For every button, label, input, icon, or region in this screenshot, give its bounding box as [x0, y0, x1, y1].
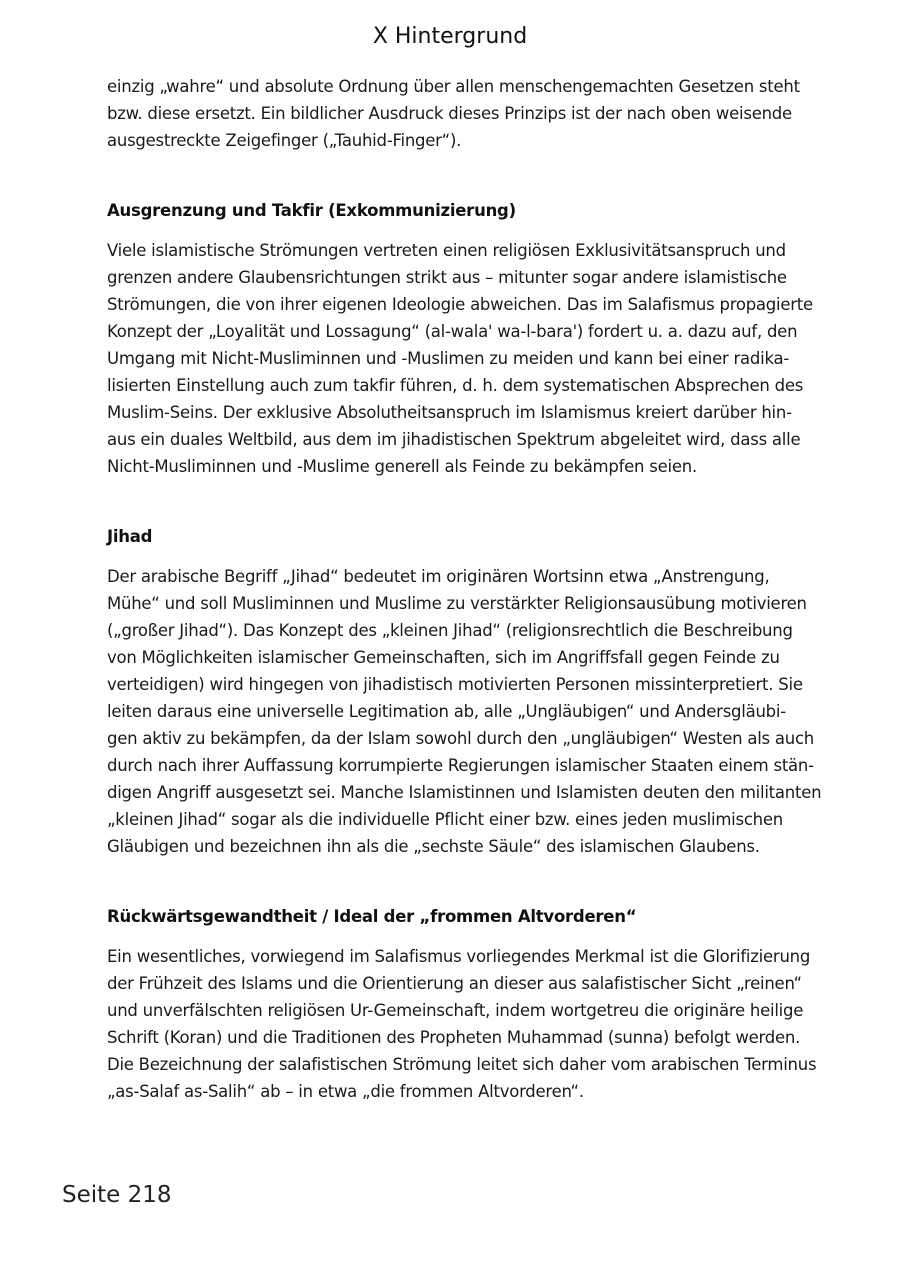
paragraph-line: verteidigen) wird hingegen von jihadistisch motivierten Personen missinterpretiert. Sie [107, 675, 803, 694]
paragraph-line: Gläubigen und bezeichnen ihn als die „sechste Säule“ des islamischen Glaubens. [107, 837, 760, 856]
paragraph-line: grenzen andere Glaubensrichtungen strikt aus – mitunter sogar andere islamistische [107, 268, 787, 287]
page-header [0, 22, 900, 52]
section-heading: Rückwärtsgewandtheit / Ideal der „frommen Altvorderen“ [107, 907, 637, 926]
section-paragraph [107, 943, 837, 1105]
paragraph-line: Strömungen, die von ihrer eigenen Ideologie abweichen. Das im Salafismus propagierte [107, 295, 813, 314]
paragraph-line: Umgang mit Nicht-Musliminnen und -Muslimen zu meiden und kann bei einer radika- [107, 349, 790, 368]
paragraph-line: Viele islamistische Strömungen vertreten einen religiösen Exklusivitätsanspruch und [107, 241, 786, 260]
page-number: Seite 218 [62, 1182, 172, 1208]
section-ausgrenzung [107, 197, 837, 480]
paragraph-line: „as-Salaf as-Salih“ ab – in etwa „die frommen Altvorderen“. [107, 1082, 584, 1101]
paragraph-line: Nicht-Musliminnen und -Muslime generell als Feinde zu bekämpfen seien. [107, 457, 697, 476]
paragraph-line: „kleinen Jihad“ sogar als die individuelle Pflicht einer bzw. eines jeden muslimischen [107, 810, 783, 829]
paragraph-line: digen Angriff ausgesetzt sei. Manche Islamistinnen und Islamisten deuten den militanten [107, 783, 822, 802]
paragraph-line: lisierten Einstellung auch zum takfir führen, d. h. dem systematischen Absprechen des [107, 376, 804, 395]
paragraph-line: Muslim-Seins. Der exklusive Absolutheitsanspruch im Islamismus kreiert darüber hin- [107, 403, 792, 422]
paragraph-line: Die Bezeichnung der salafistischen Strömung leitet sich daher vom arabischen Terminus [107, 1055, 817, 1074]
paragraph-line: und unverfälschten religiösen Ur-Gemeinschaft, indem wortgetreu die originäre heilige [107, 1001, 804, 1020]
paragraph-line: gen aktiv zu bekämpfen, da der Islam sowohl durch den „ungläubigen“ Westen als auch [107, 729, 814, 748]
paragraph-line: („großer Jihad“). Das Konzept des „kleinen Jihad“ (religionsrechtlich die Beschreibung [107, 621, 793, 640]
intro-paragraph [107, 73, 837, 154]
paragraph-line: einzig „wahre“ und absolute Ordnung über allen menschengemachten Gesetzen steht [107, 77, 800, 96]
paragraph-line: durch nach ihrer Auffassung korrumpierte Regierungen islamischer Staaten einem stän- [107, 756, 814, 775]
section-heading: Jihad [107, 527, 153, 546]
paragraph-line: Schrift (Koran) und die Traditionen des Propheten Muhammad (sunna) befolgt werden. [107, 1028, 801, 1047]
page-content [107, 73, 837, 1105]
paragraph-line: ausgestreckte Zeigefinger („Tauhid-Finger“). [107, 131, 462, 150]
chapter-title: X Hintergrund [372, 24, 528, 49]
paragraph-line: der Frühzeit des Islams und die Orientierung an dieser aus salafistischer Sicht „reinen“ [107, 974, 802, 993]
paragraph-line: aus ein duales Weltbild, aus dem im jihadistischen Spektrum abgeleitet wird, dass alle [107, 430, 801, 449]
paragraph-line: Konzept der „Loyalität und Lossagung“ (al-wala' wa-l-bara') fordert u. a. dazu auf, den [107, 322, 798, 341]
paragraph-line: leiten daraus eine universelle Legitimation ab, alle „Ungläubigen“ und Andersgläubi- [107, 702, 786, 721]
section-paragraph [107, 237, 837, 480]
section-rueckwaertsgewandtheit [107, 903, 837, 1105]
section-jihad [107, 523, 837, 860]
paragraph-line: bzw. diese ersetzt. Ein bildlicher Ausdruck dieses Prinzips ist der nach oben weisende [107, 104, 792, 123]
paragraph-line: Ein wesentliches, vorwiegend im Salafismus vorliegendes Merkmal ist die Glorifizierung [107, 947, 811, 966]
section-heading: Ausgrenzung und Takfir (Exkommunizierung) [107, 201, 516, 220]
section-paragraph [107, 563, 837, 860]
paragraph-line: von Möglichkeiten islamischer Gemeinschaften, sich im Angriffsfall gegen Feinde zu [107, 648, 780, 667]
paragraph-line: Der arabische Begriff „Jihad“ bedeutet im originären Wortsinn etwa „Anstrengung, [107, 567, 770, 586]
paragraph-line: Mühe“ und soll Musliminnen und Muslime zu verstärkter Religionsausübung motivieren [107, 594, 807, 613]
